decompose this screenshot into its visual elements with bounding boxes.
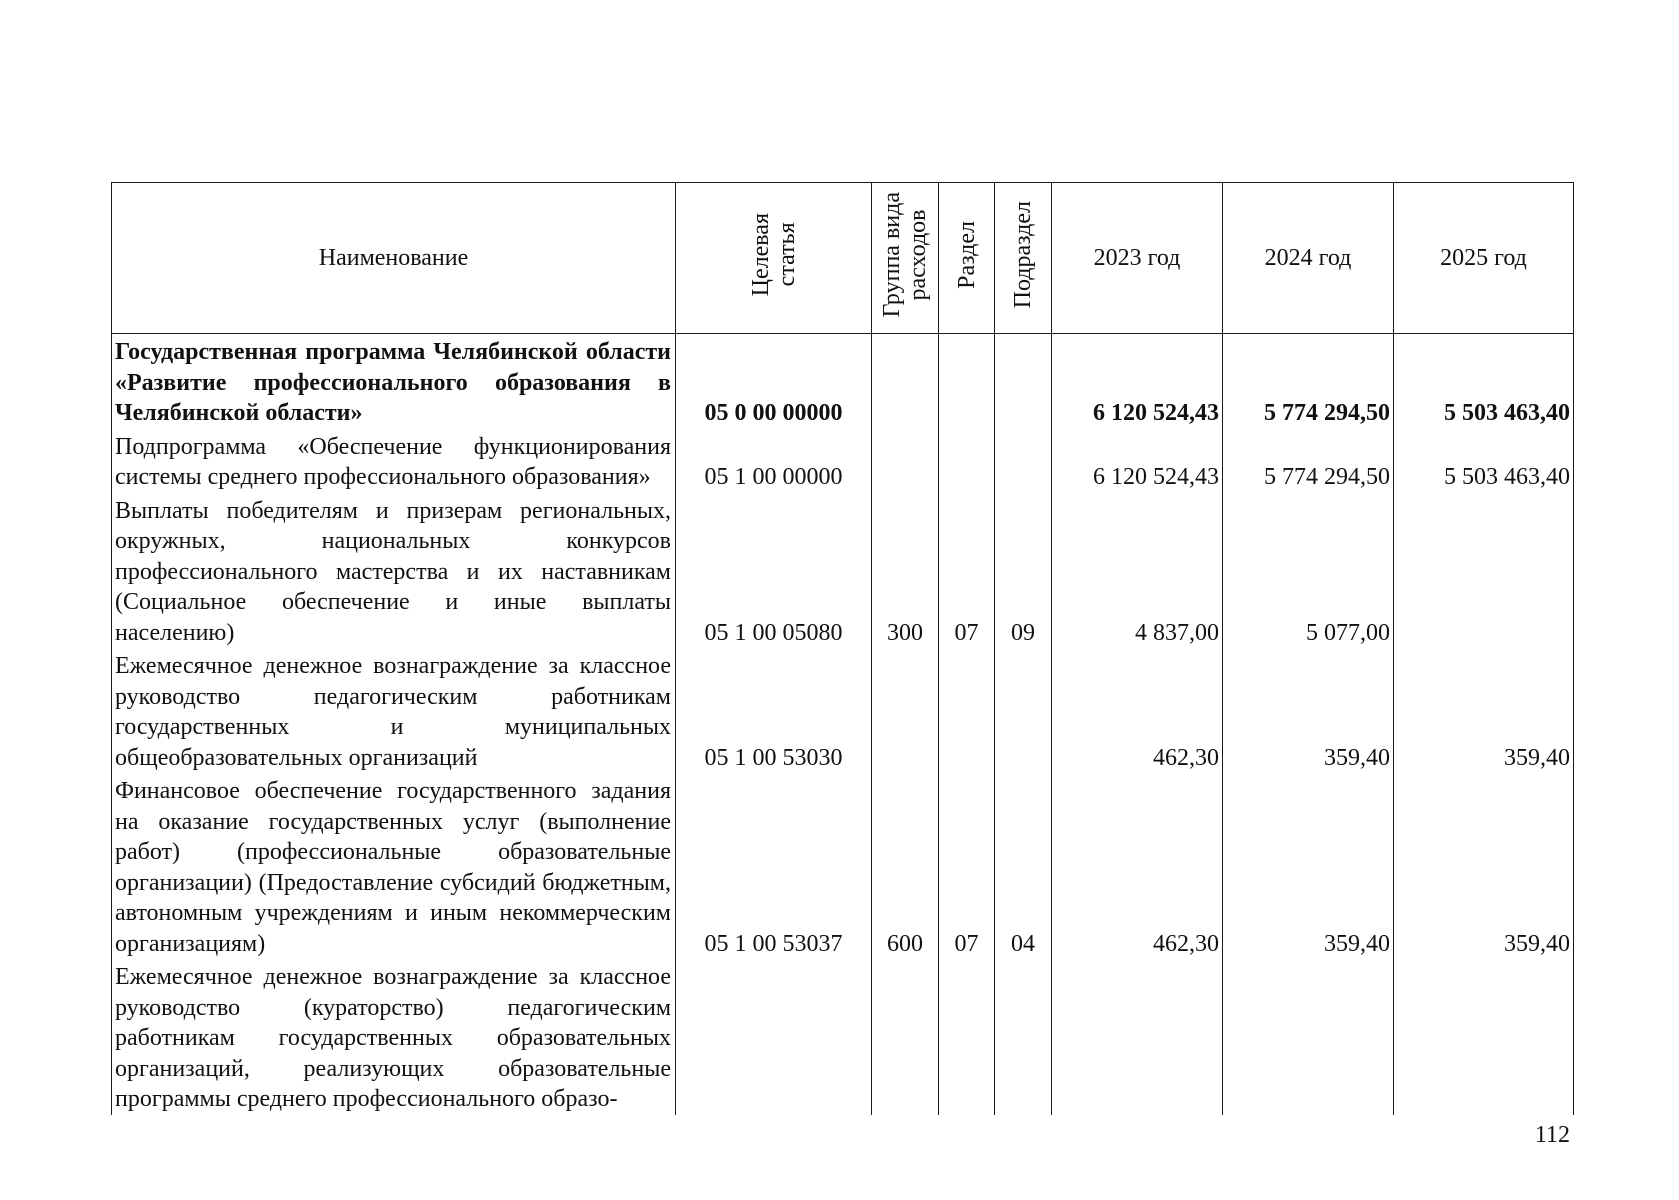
row-name: Государственная программа Челябинской области «Развитие профессионального образования в Челябинской области» <box>112 334 676 429</box>
row-name: Финансовое обеспечение государственного задания на оказание государственных услуг (выполнение работ) (профессиональные образовательные организации) (Предоставление субсидий бюджетным, автономным учреждениям и иным некоммерческим организациям) <box>112 773 676 959</box>
row-value-2023 <box>1052 959 1223 1115</box>
row-value-2023: 6 120 524,43 <box>1052 429 1223 493</box>
row-value-2024: 5 774 294,50 <box>1223 334 1394 429</box>
row-subsection: 09 <box>995 493 1052 649</box>
page-number: 112 <box>1534 1122 1570 1148</box>
row-value-2024: 5 077,00 <box>1223 493 1394 649</box>
row-target-article: 05 0 00 00000 <box>676 334 872 429</box>
table-row <box>112 429 1574 493</box>
row-section <box>939 959 995 1115</box>
row-value-2023: 4 837,00 <box>1052 493 1223 649</box>
row-subsection: 04 <box>995 773 1052 959</box>
header-expense-group: Группа вида расходов <box>872 183 939 334</box>
row-value-2025: 359,40 <box>1394 648 1574 773</box>
header-year-2024: 2024 год <box>1223 183 1394 334</box>
header-year-2025: 2025 год <box>1394 183 1574 334</box>
row-target-article <box>676 959 872 1115</box>
row-target-article: 05 1 00 05080 <box>676 493 872 649</box>
row-name: Ежемесячное денежное вознаграждение за классное руководство педагогическим работникам государственных и муниципальных общеобразовательных организаций <box>112 648 676 773</box>
row-section <box>939 334 995 429</box>
header-section: Раздел <box>939 183 995 334</box>
row-expense-group: 600 <box>872 773 939 959</box>
table-header-row <box>112 183 1574 334</box>
header-year-2023: 2023 год <box>1052 183 1223 334</box>
row-expense-group <box>872 334 939 429</box>
header-name: Наименование <box>112 183 676 334</box>
row-name: Подпрограмма «Обеспечение функционирования системы среднего профессионального образования» <box>112 429 676 493</box>
budget-table <box>111 182 1574 1115</box>
table-row <box>112 493 1574 649</box>
row-value-2025: 359,40 <box>1394 773 1574 959</box>
row-value-2024 <box>1223 959 1394 1115</box>
row-value-2023: 462,30 <box>1052 648 1223 773</box>
table-row <box>112 959 1574 1115</box>
table-row <box>112 773 1574 959</box>
row-value-2023: 462,30 <box>1052 773 1223 959</box>
row-section: 07 <box>939 773 995 959</box>
row-subsection <box>995 429 1052 493</box>
row-section: 07 <box>939 493 995 649</box>
row-value-2025 <box>1394 493 1574 649</box>
header-target-article: Целевая статья <box>676 183 872 334</box>
row-expense-group <box>872 429 939 493</box>
row-value-2025: 5 503 463,40 <box>1394 334 1574 429</box>
row-target-article: 05 1 00 00000 <box>676 429 872 493</box>
row-value-2025 <box>1394 959 1574 1115</box>
row-expense-group: 300 <box>872 493 939 649</box>
row-section <box>939 648 995 773</box>
row-section <box>939 429 995 493</box>
row-value-2024: 359,40 <box>1223 648 1394 773</box>
row-value-2025: 5 503 463,40 <box>1394 429 1574 493</box>
table-row <box>112 334 1574 429</box>
row-target-article: 05 1 00 53030 <box>676 648 872 773</box>
row-subsection <box>995 648 1052 773</box>
row-subsection <box>995 334 1052 429</box>
row-value-2024: 5 774 294,50 <box>1223 429 1394 493</box>
row-name: Ежемесячное денежное вознаграждение за классное руководство (кураторство) педагогическим работникам государственных образовательных организаций, реализующих образовательные программы среднего профессионального образо- <box>112 959 676 1115</box>
header-subsection: Подраздел <box>995 183 1052 334</box>
table-row <box>112 648 1574 773</box>
row-expense-group <box>872 648 939 773</box>
row-name: Выплаты победителям и призерам региональных, окружных, национальных конкурсов профессионального мастерства и их наставникам (Социальное обеспечение и иные выплаты населению) <box>112 493 676 649</box>
row-expense-group <box>872 959 939 1115</box>
row-subsection <box>995 959 1052 1115</box>
row-value-2024: 359,40 <box>1223 773 1394 959</box>
row-target-article: 05 1 00 53037 <box>676 773 872 959</box>
row-value-2023: 6 120 524,43 <box>1052 334 1223 429</box>
